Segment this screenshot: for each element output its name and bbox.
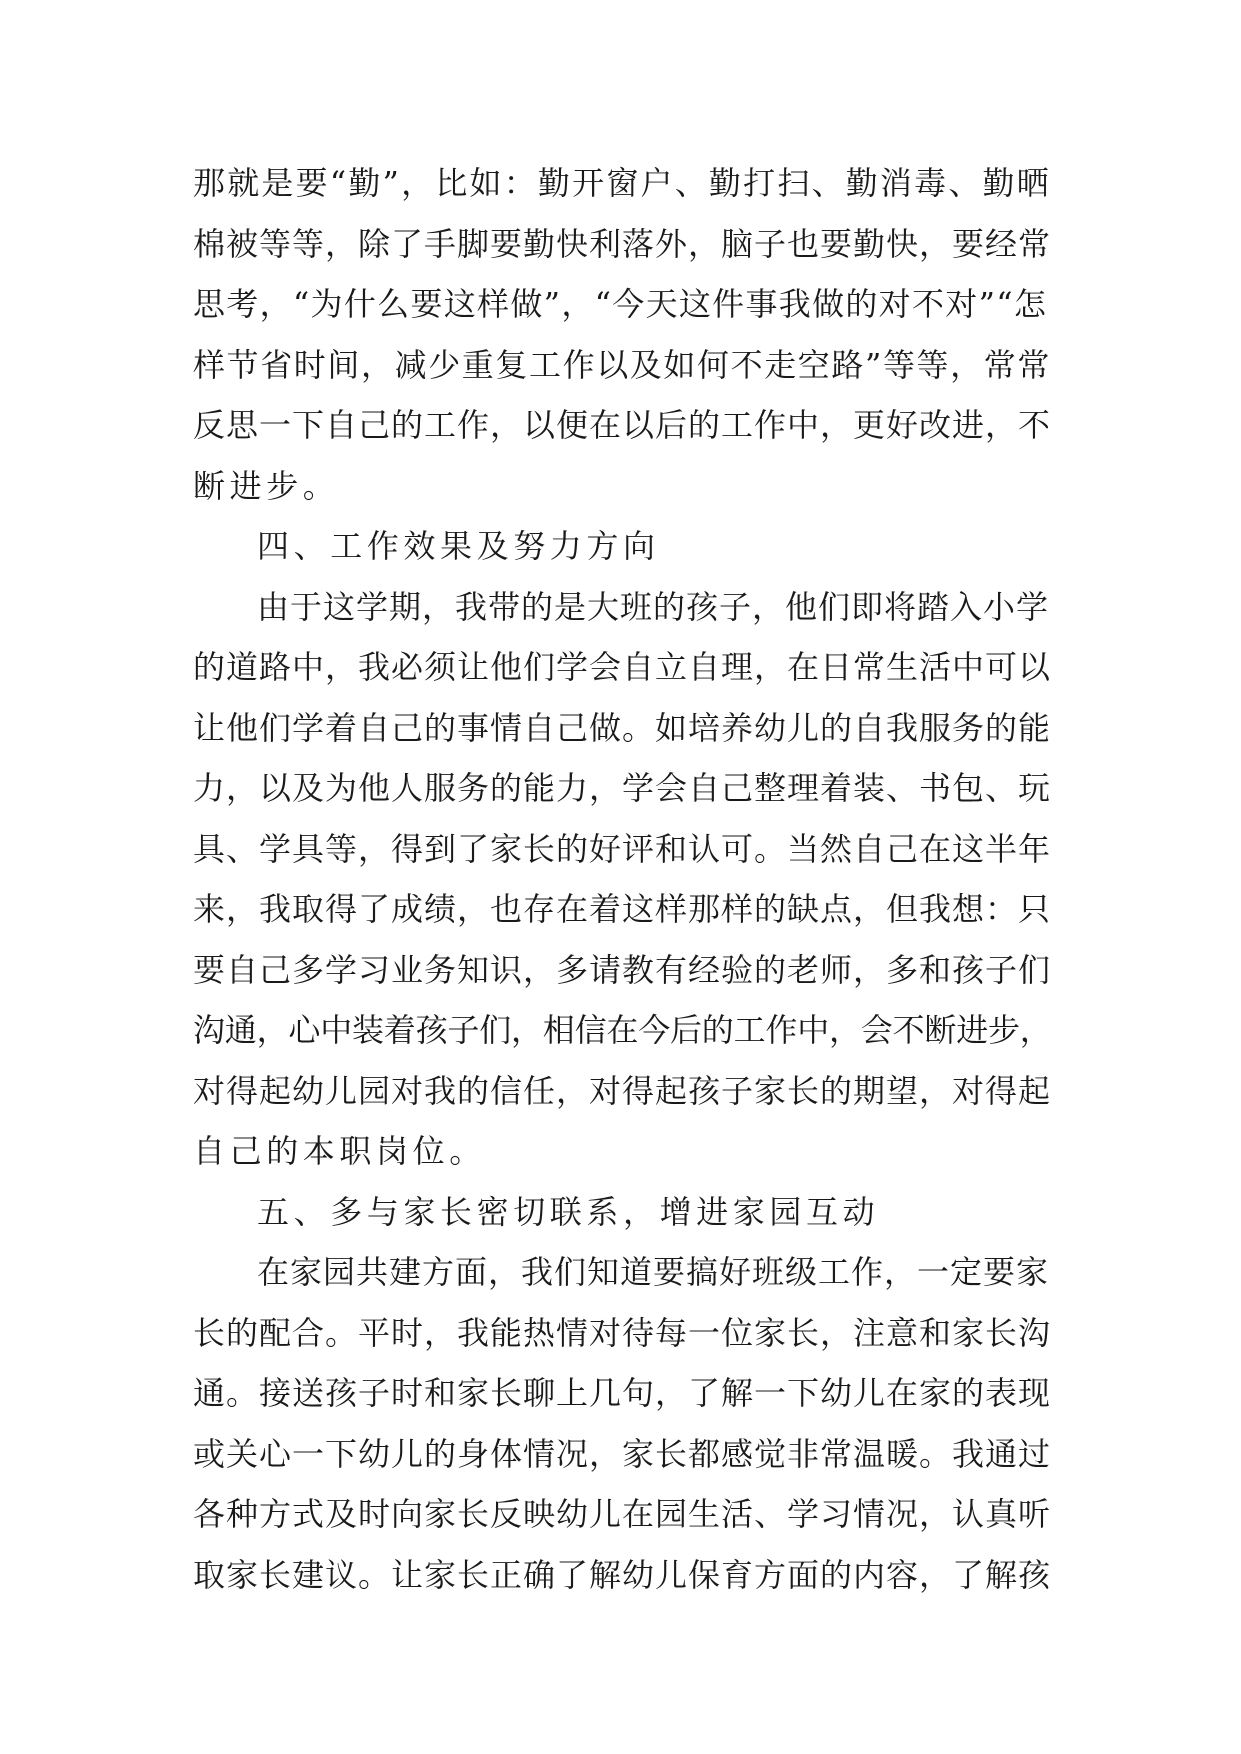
text-line: 样节省时间，减少重复工作以及如何不走空路”等等，常常 (193, 345, 1051, 384)
text-line: 五、多与家长密切联系，增进家园互动 (257, 1192, 880, 1231)
document-body (193, 153, 1053, 1605)
text-line: 或关心一下幼儿的身体情况，家长都感觉非常温暖。我通过 (193, 1434, 1052, 1473)
text-line: 在家园共建方面，我们知道要搞好班级工作，一定要家 (257, 1253, 1050, 1291)
text-line: 反思一下自己的工作，以便在以后的工作中，更好改进，不 (193, 406, 1052, 444)
text-line: 那就是要“勤”，比如：勤开窗户、勤打扫、勤消毒、勤晒 (193, 164, 1051, 202)
text-line: 对得起幼儿园对我的信任，对得起孩子家长的期望，对得起 (193, 1071, 1052, 1110)
text-line: 长的配合。平时，我能热情对待每一位家长，注意和家长沟 (193, 1313, 1052, 1352)
text-line: 思考，“为什么要这样做”，“今天这件事我做的对不对”“怎 (193, 285, 1048, 323)
text-line: 四、工作效果及努力方向 (257, 527, 660, 565)
text-line: 沟通，心中装着孩子们，相信在今后的工作中，会不断进步， (193, 1011, 1052, 1049)
text-line: 让他们学着自己的事情自己做。如培养幼儿的自我服务的能 (193, 708, 1052, 747)
text-line: 具、学具等，得到了家长的好评和认可。当然自己在这半年 (193, 829, 1052, 868)
text-line: 断进步。 (193, 466, 340, 505)
text-line: 力，以及为他人服务的能力，学会自己整理着装、书包、玩 (193, 769, 1052, 807)
text-line: 自己的本职岗位。 (193, 1132, 486, 1170)
text-line: 由于这学期，我带的是大班的孩子，他们即将踏入小学 (257, 587, 1050, 626)
text-line: 要自己多学习业务知识，多请教有经验的老师，多和孩子们 (193, 950, 1052, 989)
text-line: 棉被等等，除了手脚要勤快利落外，脑子也要勤快，要经常 (193, 224, 1052, 263)
text-line: 的道路中，我必须让他们学会自立自理，在日常生活中可以 (193, 648, 1052, 686)
text-line: 通。接送孩子时和家长聊上几句，了解一下幼儿在家的表现 (193, 1374, 1052, 1412)
text-line: 取家长建议。让家长正确了解幼儿保育方面的内容，了解孩 (193, 1555, 1052, 1594)
text-line: 各种方式及时向家长反映幼儿在园生活、学习情况，认真听 (193, 1495, 1052, 1533)
text-line: 来，我取得了成绩，也存在着这样那样的缺点，但我想：只 (193, 890, 1052, 928)
